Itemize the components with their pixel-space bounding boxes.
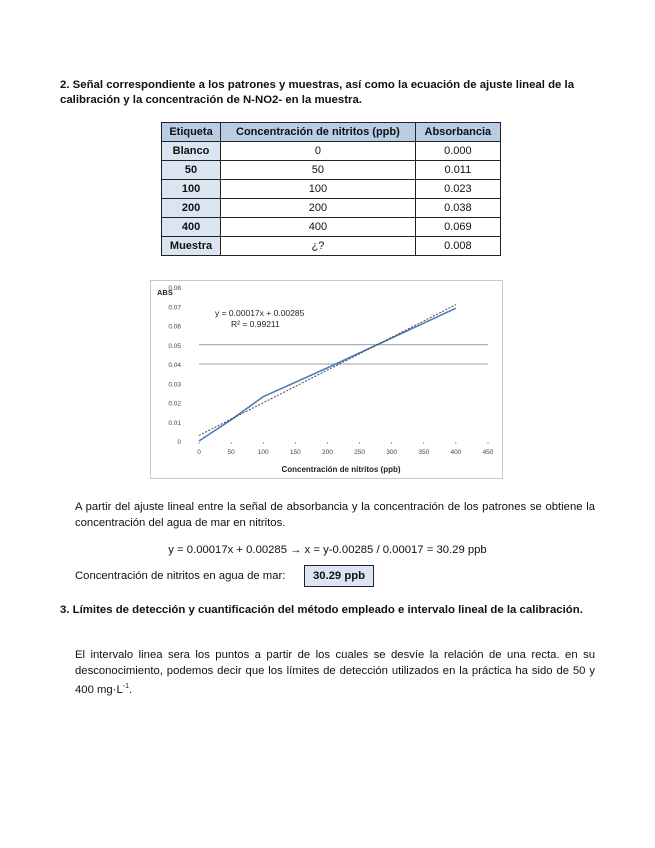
result-label: Concentración de nitritos en agua de mar: xyxy=(75,570,286,582)
calibration-table xyxy=(161,122,501,256)
x-tick-label: 150 xyxy=(289,449,301,456)
y-tick-label: 0.05 xyxy=(168,342,181,350)
paragraph-adjustment: A partir del ajuste lineal entre la señal de absorbancia y la concentración de los patrones se obtiene la concentración del agua de mar en nitritos. xyxy=(75,501,595,529)
x-tick-label: 250 xyxy=(354,449,365,456)
row-absorbance: 0.008 xyxy=(415,237,500,256)
table-row xyxy=(162,180,501,199)
y-tick-label: 0.06 xyxy=(168,323,181,331)
row-label: 400 xyxy=(162,218,221,237)
row-concentration: 400 xyxy=(221,218,416,237)
x-tick-labels xyxy=(197,442,494,456)
x-tick-label: 450 xyxy=(482,449,494,456)
row-absorbance: 0.000 xyxy=(415,142,500,161)
y-tick-label: 0.08 xyxy=(168,285,181,292)
table-row xyxy=(162,218,501,237)
row-concentration: ¿? xyxy=(221,237,416,256)
x-tick-label: 0 xyxy=(197,449,201,456)
x-tick-label: 200 xyxy=(322,449,333,456)
table-row xyxy=(162,142,501,161)
row-absorbance: 0.038 xyxy=(415,199,500,218)
limits-text: El intervalo linea sera los puntos a partir de los cuales se desvíe la relación de una recta. en su desconocimiento, podemos decir que los límites de detección utilizados en la práctica ha sido de 50 y 400 mg·L xyxy=(75,649,595,696)
y-tick-label: 0.04 xyxy=(168,362,181,369)
concentration-equation: y = 0.00017x + 0.00285 → x = y-0.00285 / 0.00017 = 30.29 ppb xyxy=(168,544,487,556)
table-header-row xyxy=(162,123,501,142)
header-absorbancia: Absorbancia xyxy=(415,123,500,142)
y-tick-label: 0.01 xyxy=(168,419,181,427)
row-absorbance: 0.023 xyxy=(415,180,500,199)
x-axis-label: Concentración de nitritos (ppb) xyxy=(281,465,401,474)
row-label: Blanco xyxy=(162,142,221,161)
table-row xyxy=(162,161,501,180)
row-absorbance: 0.011 xyxy=(415,161,500,180)
header-concentracion: Concentración de nitritos (ppb) xyxy=(221,123,416,142)
y-tick-label: 0.02 xyxy=(168,400,181,408)
x-tick-label: 300 xyxy=(386,449,398,456)
row-concentration: 0 xyxy=(221,142,416,161)
r-squared-label: R² = 0.99211 xyxy=(231,319,280,329)
trendline-equation: y = 0.00017x + 0.00285 xyxy=(215,308,305,318)
table-row xyxy=(162,237,501,256)
limits-end: . xyxy=(128,683,133,696)
paragraph-limits xyxy=(75,647,595,698)
x-tick-label: 100 xyxy=(257,449,269,456)
calibration-chart xyxy=(150,280,503,479)
header-etiqueta: Etiqueta xyxy=(162,123,221,142)
y-tick-label: 0.07 xyxy=(168,304,181,312)
x-tick-label: 350 xyxy=(418,449,430,456)
y-tick-label: 0.03 xyxy=(168,381,181,389)
row-absorbance: 0.069 xyxy=(415,218,500,237)
row-concentration: 100 xyxy=(221,180,416,199)
row-concentration: 200 xyxy=(221,199,416,218)
row-label: 100 xyxy=(162,180,221,199)
y-axis-label: ABS xyxy=(157,288,173,297)
x-tick-label: 50 xyxy=(227,449,235,456)
unit-exponent: -1 xyxy=(122,683,129,690)
row-label: 50 xyxy=(162,161,221,180)
y-tick-labels xyxy=(168,285,181,446)
row-concentration: 50 xyxy=(221,161,416,180)
row-label: Muestra xyxy=(162,237,221,256)
x-tick-label: 400 xyxy=(450,449,462,456)
result-value-box: 30.29 ppb xyxy=(304,565,374,587)
section-3-heading: 3. Límites de detección y cuantificación del método empleado e intervalo lineal de la calibración. xyxy=(60,604,583,616)
table-row xyxy=(162,199,501,218)
chart-svg xyxy=(151,281,502,478)
row-label: 200 xyxy=(162,199,221,218)
section-2-heading: 2. Señal correspondiente a los patrones y muestras, así como la ecuación de ajuste lineal de la calibración y la concentración de N-NO2- en la muestra. xyxy=(60,79,575,106)
y-tick-label: 0 xyxy=(177,439,181,446)
